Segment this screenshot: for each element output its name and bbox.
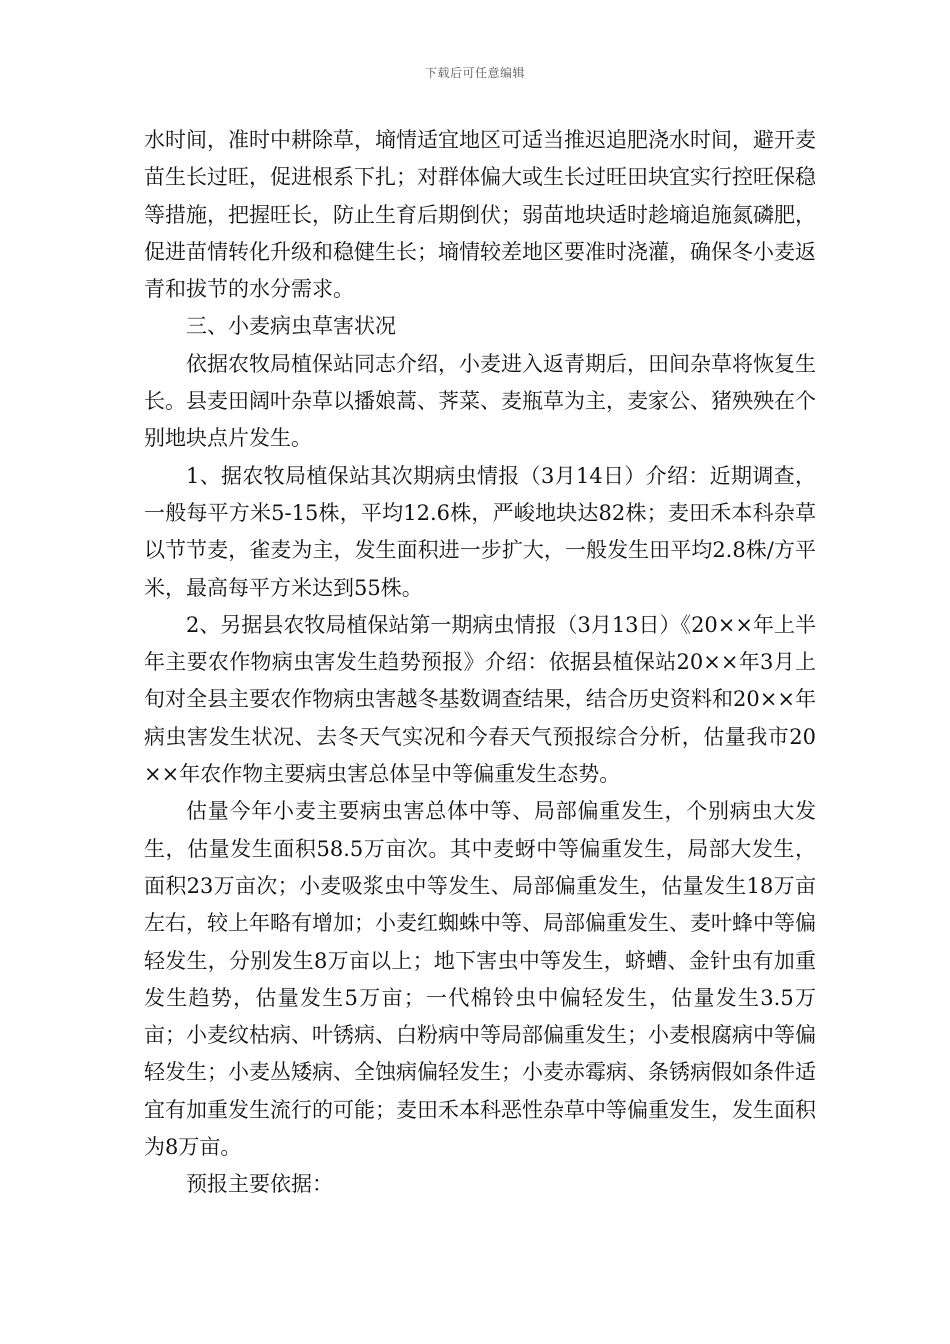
paragraph-3: 1、据农牧局植保站其次期病虫情报（3月14日）介绍：近期调查，一般每平方米5-15株，平均12.6株，严峻地块达82株；麦田禾本科杂草以节节麦，雀麦为主，发生面积进一步扩大，一般发生田平均2.8株/方平米，最高每平方米达到55株。: [144, 463, 816, 600]
document-body: [144, 122, 816, 1204]
section-heading-3: 三、小麦病虫草害状况: [186, 314, 396, 339]
paragraph-4: 2、另据县农牧局植保站第一期病虫情报（3月13日）《20××年上半年主要农作物病虫害发生趋势预报》介绍：依据县植保站20××年3月上旬对全县主要农作物病虫害越冬基数调查结果，结合历史资料和20××年病虫害发生状况、去冬天气实况和今春天气预报综合分析，估量我市20××年农作物主要病虫害总体呈中等偏重发生态势。: [144, 612, 816, 787]
paragraph-1: 水时间，准时中耕除草，墒情适宜地区可适当推迟追肥浇水时间，避开麦苗生长过旺，促进根系下扎；对群体偏大或生长过旺田块宜实行控旺保稳等措施，把握旺长，防止生育后期倒伏；弱苗地块适时趁墒追施氮磷肥，促进苗情转化升级和稳健生长；墒情较差地区要准时浇灌，确保冬小麦返青和拔节的水分需求。: [144, 128, 816, 302]
paragraph-5: 估量今年小麦主要病虫害总体中等、局部偏重发生，个别病虫大发生，估量发生面积58.5万亩次。其中麦蚜中等偏重发生，局部大发生，面积23万亩次；小麦吸浆虫中等发生、局部偏重发生，估量发生18万亩左右，较上年略有增加；小麦红蜘蛛中等、局部偏重发生、麦叶蜂中等偏轻发生，分别发生8万亩以上；地下害虫中等发生，蛴螬、金针虫有加重发生趋势，估量发生5万亩；一代棉铃虫中偏轻发生，估量发生3.5万亩；小麦纹枯病、叶锈病、白粉病中等局部偏重发生；小麦根腐病中等偏轻发生；小麦丛矮病、全蚀病偏轻发生；小麦赤霉病、条锈病假如条件适宜有加重发生流行的可能；麦田禾本科恶性杂草中等偏重发生，发生面积为8万亩。: [144, 799, 816, 1160]
page-header: 下载后可任意编辑: [424, 66, 525, 80]
paragraph-6: 预报主要依据：: [186, 1172, 333, 1197]
paragraph-2: 依据农牧局植保站同志介绍，小麦进入返青期后，田间杂草将恢复生长。县麦田阔叶杂草以播娘蒿、荠菜、麦瓶草为主，麦家公、猪殃殃在个别地块点片发生。: [144, 351, 816, 451]
